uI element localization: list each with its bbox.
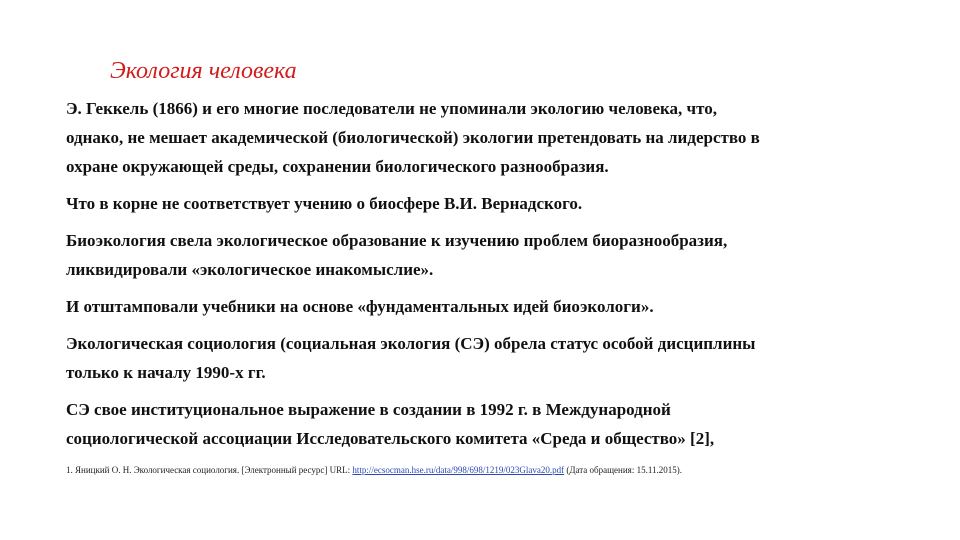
paragraph xyxy=(66,395,916,453)
text-line: охране окружающей среды, сохранении биологического разнообразия. xyxy=(66,157,609,176)
footnote-link[interactable]: http://ecsocman.hse.ru/data/998/698/1219/023Glava20.pdf xyxy=(352,465,565,475)
footnote-text: 1. Яницкий О. Н. Экологическая социология. [Электронный ресурс] URL: xyxy=(66,465,353,475)
paragraph xyxy=(66,94,916,181)
text-line: Что в корне не соответствует учению о биосфере В.И. Вернадского. xyxy=(66,194,583,213)
paragraph xyxy=(66,329,916,387)
slide-title: Экология человека xyxy=(110,58,297,84)
paragraph xyxy=(66,189,916,218)
text-line: Э. Геккель (1866) и его многие последователи не упоминали экологию человека, что, xyxy=(66,99,717,118)
text-line: однако, не мешает академической (биологической) экологии претендовать на лидерство в xyxy=(66,128,760,147)
text-line: СЭ свое институциональное выражение в создании в 1992 г. в Международной xyxy=(66,400,671,419)
paragraph xyxy=(66,292,916,321)
paragraph xyxy=(66,226,916,284)
text-line: Экологическая социология (социальная экология (СЭ) обрела статус особой дисциплины xyxy=(66,334,756,353)
slide-body xyxy=(66,94,916,461)
text-line: И отштамповали учебники на основе «фундаментальных идей биоэкологи». xyxy=(66,297,654,316)
text-line: ликвидировали «экологическое инакомыслие». xyxy=(66,260,434,279)
text-line: Биоэкология свела экологическое образование к изучению проблем биоразнообразия, xyxy=(66,231,728,250)
text-line: только к началу 1990-х гг. xyxy=(66,363,266,382)
footnote xyxy=(66,465,682,475)
footnote-date: (Дата обращения: 15.11.2015). xyxy=(564,465,682,475)
text-line: социологической ассоциации Исследовательского комитета «Среда и общество» [2], xyxy=(66,429,715,448)
